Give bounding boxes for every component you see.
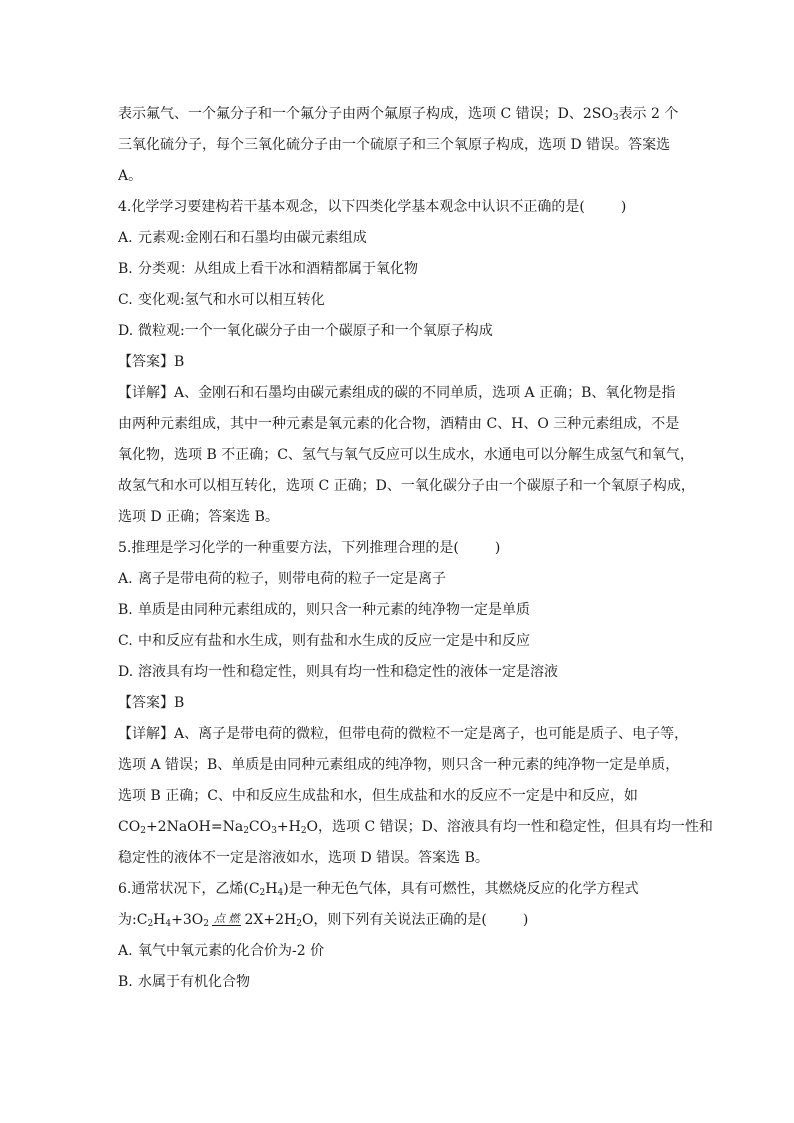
question-4-detail-line-4: 故氢气和水可以相互转化，选项 C 正确；D、一氧化碳分子由一个碳原子和一个氧原子构成， xyxy=(118,478,695,494)
question-6-stem-line-1: 6.通常状况下，乙烯$(C_2H_4)$是一种无色气体，具有可燃性，其燃烧反应的化学方程式 xyxy=(118,881,639,898)
question-5-option-b: B. 单质是由同种元素组成的，则只含一种元素的纯净物一定是单质 xyxy=(118,602,530,618)
question-4-detail-line-3: 氧化物，选项 B 不正确；C、氢气与氧气反应可以生成水，水通电可以分解生成氢气和氧气， xyxy=(118,447,694,463)
question-4-option-c: C. 变化观:氢气和水可以相互转化 xyxy=(118,292,325,308)
question-6-option-b: B. 水属于有机化合物 xyxy=(118,974,250,990)
question-4-option-a: A. 元素观:金刚石和石墨均由碳元素组成 xyxy=(118,230,367,246)
question-5-answer: 【答案】B xyxy=(118,695,185,711)
prev-explanation-line-3: A。 xyxy=(118,168,143,184)
question-4-answer: 【答案】B xyxy=(118,354,185,370)
question-5-option-c: C. 中和反应有盐和水生成，则有盐和水生成的反应一定是中和反应 xyxy=(118,633,530,649)
question-5-option-a: A. 离子是带电荷的粒子，则带电荷的粒子一定是离子 xyxy=(118,571,446,587)
prev-explanation-line-2: 三氧化硫分子，每个三氧化硫分子由一个硫原子和三个氧原子构成，选项 D 错误。答案选 xyxy=(118,137,671,153)
question-4-detail-line-2: 由两种元素组成，其中一种元素是氧元素的化合物，酒精由 C、H、O 三种元素组成，不是 xyxy=(118,416,680,432)
question-4-stem: 4.化学学习要建构若干基本观念，以下四类化学基本观念中认识不正确的是( ) xyxy=(118,199,627,215)
question-5-detail-line-1: 【详解】A、离子是带电荷的微粒，但带电荷的微粒不一定是离子，也可能是质子、电子等， xyxy=(118,726,689,742)
document-page xyxy=(118,99,713,998)
question-4-option-d: D. 微粒观:一个一氧化碳分子由一个碳原子和一个氧原子构成 xyxy=(118,323,493,339)
question-5-equation-line: $CO_2+2NaOH=Na_2CO_3+H_2O$，选项 C 错误；D、溶液具有均一性和稳定性，但具有均一性和 xyxy=(118,819,713,836)
question-6-option-a: A. 氧气中氧元素的化合价为-2 价 xyxy=(118,943,325,959)
prev-explanation-line-1: 表示氟气、一个氟分子和一个氟分子由两个氟原子构成，选项 C 错误；D、$2SO_3$表示 2 个 xyxy=(118,106,679,123)
question-6-equation-line: 为$:C_2H_4+3O_2$ 点 燃 $2X+2H_2O$，则下列有关说法正确的是( ) xyxy=(118,912,529,929)
question-5-option-d: D. 溶液具有均一性和稳定性，则具有均一性和稳定性的液体一定是溶液 xyxy=(118,664,558,680)
question-4-detail-line-1: 【详解】A、金刚石和石墨均由碳元素组成的碳的不同单质，选项 A 正确；B、氧化物是指 xyxy=(118,385,676,401)
question-5-stem: 5.推理是学习化学的一种重要方法，下列推理合理的是( ) xyxy=(118,540,501,556)
question-5-detail-line-3: 选项 B 正确；C、中和反应生成盐和水，但生成盐和水的反应不一定是中和反应，如 xyxy=(118,788,638,804)
question-4-detail-line-5: 选项 D 正确；答案选 B。 xyxy=(118,509,279,525)
ignition-condition: 点 燃 xyxy=(213,912,240,925)
question-4-option-b: B. 分类观：从组成上看干冰和酒精都属于氧化物 xyxy=(118,261,418,277)
question-5-detail-last-line: 稳定性的液体不一定是溶液如水，选项 D 错误。答案选 B。 xyxy=(118,850,489,866)
question-5-detail-line-2: 选项 A 错误；B、单质是由同种元素组成的纯净物，则只含一种元素的纯净物一定是单质， xyxy=(118,757,680,773)
